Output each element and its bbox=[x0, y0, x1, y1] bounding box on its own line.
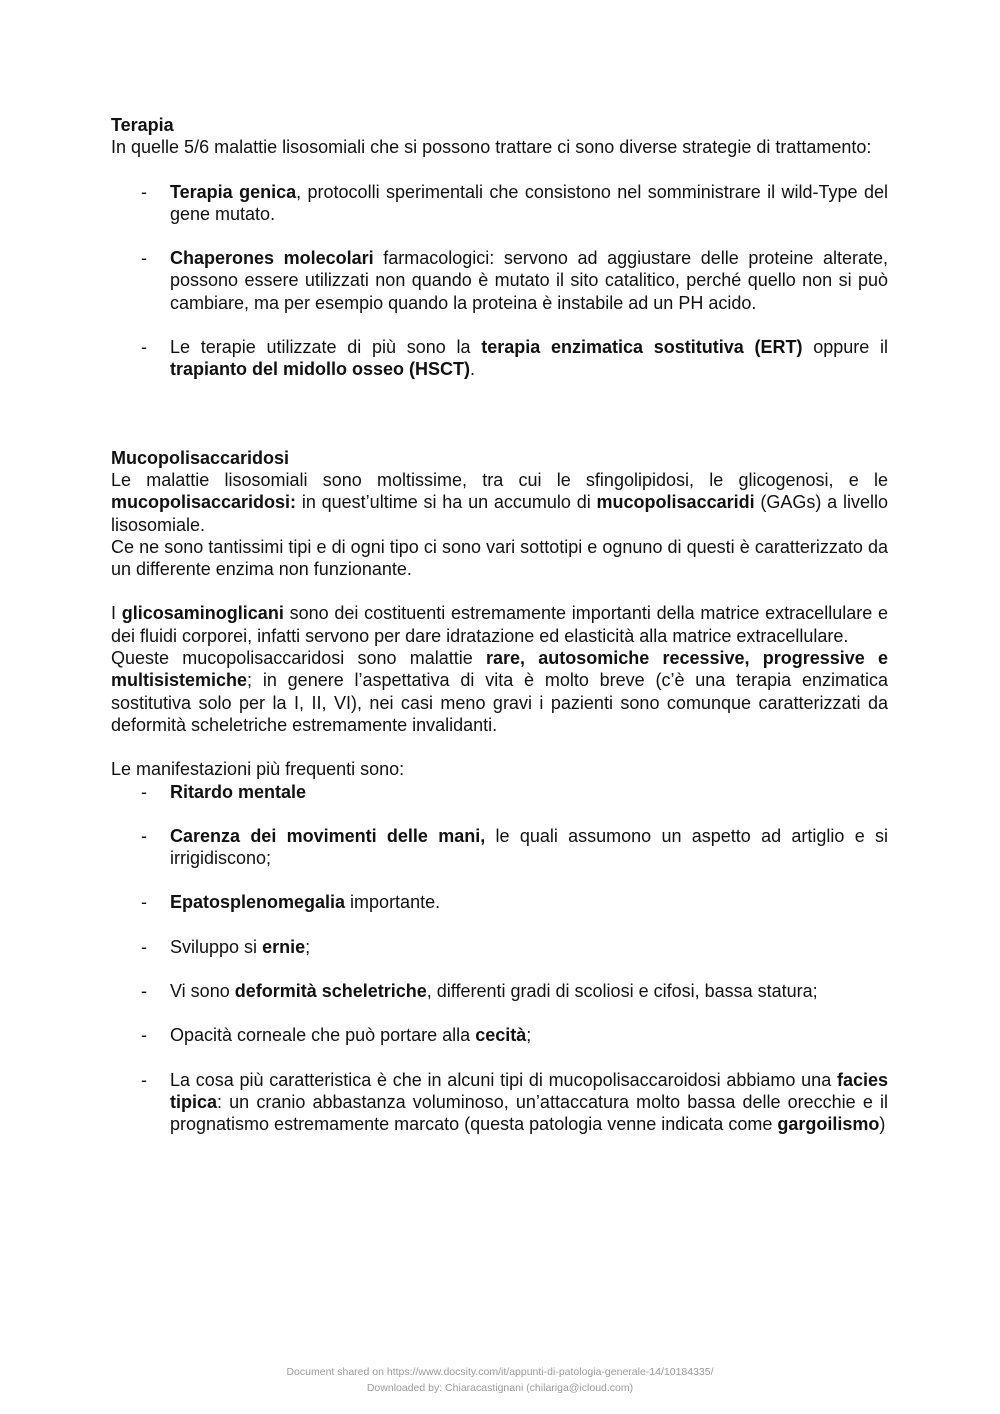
document-page bbox=[111, 114, 888, 1136]
mps-paragraph-1: Le malattie lisosomiali sono moltissime, tra cui le sfingolipidosi, le glicogenosi, e le mucopolisaccaridosi: in quest’ultime si ha un accumulo di mucopolisaccaridi (GAGs) a livello lisosomiale. bbox=[111, 469, 889, 535]
mps-list bbox=[111, 781, 888, 1136]
mps-paragraph-2: Ce ne sono tantissimi tipi e di ogni tipo ci sono vari sottotipi e ognuno di questi è caratterizzato da un differente enzima non funzionante. bbox=[111, 536, 888, 580]
footer-download-line: Downloaded by: Chiaracastignani (chilariga@icloud.com) bbox=[366, 1382, 634, 1394]
terapia-list bbox=[111, 181, 888, 381]
terapia-intro: In quelle 5/6 malattie lisosomiali che si possono trattare ci sono diverse strategie di trattamento: bbox=[111, 137, 872, 158]
section-title-terapia: Terapia bbox=[111, 115, 174, 135]
list-item: - La cosa più caratteristica è che in alcuni tipi di mucopolisaccaroidosi abbiamo una facies tipica: un cranio abbastanza voluminoso, un’attaccatura molto bassa delle orecchie e il prognatismo estremamente marcato (questa patologia venne indicata come gargoilismo) bbox=[111, 1069, 888, 1136]
list-item: - Ritardo mentale bbox=[111, 781, 888, 803]
document-footer bbox=[0, 1364, 1000, 1396]
section-title-mucopolisaccaridosi: Mucopolisaccaridosi bbox=[111, 447, 290, 468]
list-item: - Sviluppo si ernie; bbox=[111, 936, 888, 958]
list-item: - Carenza dei movimenti delle mani, le quali assumono un aspetto ad artiglio e si irrigidiscono; bbox=[111, 825, 888, 870]
list-item: - Epatosplenomegalia importante. bbox=[111, 891, 888, 913]
list-item: - Le terapie utilizzate di più sono la terapia enzimatica sostitutiva (ERT) oppure il trapianto del midollo osseo (HSCT). bbox=[111, 336, 888, 381]
mps-paragraph-3: I glicosaminoglicani sono dei costituenti estremamente importanti della matrice extracellulare e dei fluidi corporei, infatti servono per dare idratazione ed elasticità alla matrice extracellulare. bbox=[111, 603, 888, 646]
list-item: - Opacità corneale che può portare alla cecità; bbox=[111, 1024, 888, 1046]
mps-list-intro: Le manifestazioni più frequenti sono: bbox=[111, 759, 405, 780]
mps-paragraph-4: Queste mucopolisaccaridosi sono malattie rare, autosomiche recessive, progressive e multisistemiche; in genere l’aspettativa di vita è molto breve (c’è una terapia enzimatica sostitutiva solo per la I, II, VI), nei casi meno gravi i pazienti sono comunque caratterizzati da deformità scheletriche estremamente invalidanti. bbox=[111, 648, 888, 735]
list-item: - Chaperones molecolari farmacologici: servono ad aggiustare delle proteine alterate, possono essere utilizzati non quando è mutato il sito catalitico, perché quello non si può cambiare, ma per esempio quando la proteina è instabile ad un PH acido. bbox=[111, 247, 888, 314]
list-item: - Terapia genica, protocolli sperimentali che consistono nel somministrare il wild-Type del gene mutato. bbox=[111, 181, 888, 226]
footer-share-line: Document shared on https://www.docsity.com/it/appunti-di-patologia-generale-14/10184335/ bbox=[286, 1366, 714, 1378]
list-item: - Vi sono deformità scheletriche, differenti gradi di scoliosi e cifosi, bassa statura; bbox=[111, 980, 888, 1002]
